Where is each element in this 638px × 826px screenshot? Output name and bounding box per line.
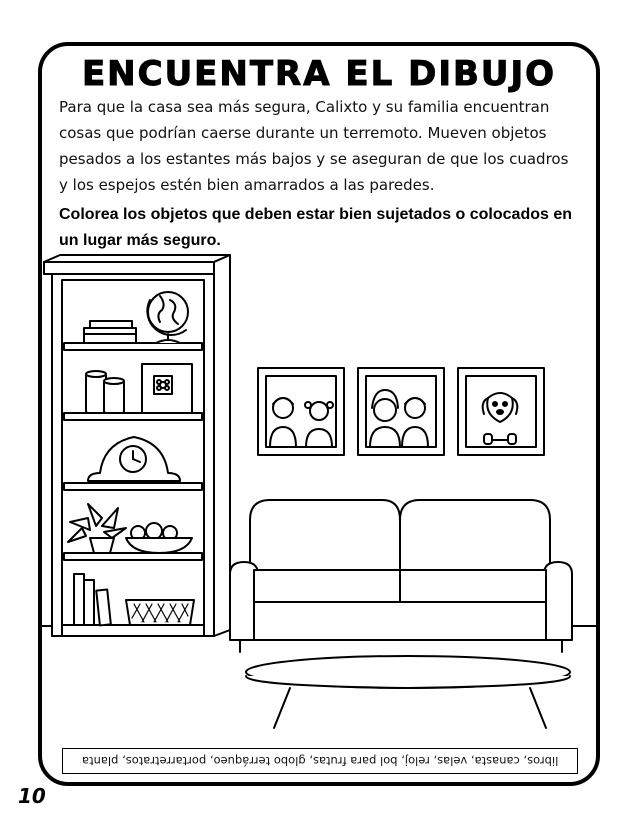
frame-photo-dog: [458, 368, 544, 455]
basket: [126, 600, 194, 625]
books-stack: [84, 321, 136, 343]
candles: [86, 371, 124, 413]
shelf-picture-frame: [142, 364, 192, 413]
answer-key-box: [62, 748, 578, 774]
page-title: ENCUENTRA EL DIBUJO: [81, 54, 557, 94]
frame-photo-children: [258, 368, 344, 455]
intro-paragraph: Para que la casa sea más segura, Calixto y su familia encuentran cosas que podrían caerse durante un terremoto. Mueven objetos pesados a los estantes más bajos y se aseguran de que los cuadros y los espejos estén bien amarrados a las paredes.: [59, 98, 569, 194]
frame-photo-parents: [358, 368, 444, 455]
instruction-text: Colorea los objetos que deben estar bien sujetados o colocados en un lugar más seguro.: [59, 206, 572, 249]
sofa: [230, 500, 572, 652]
page-number: 10: [18, 784, 46, 808]
coffee-table: [246, 656, 570, 728]
answer-key-text: libros, canasta, velas, reloj, bol para frutas, globo terráqueo, portarretratos, planta: [81, 754, 559, 768]
